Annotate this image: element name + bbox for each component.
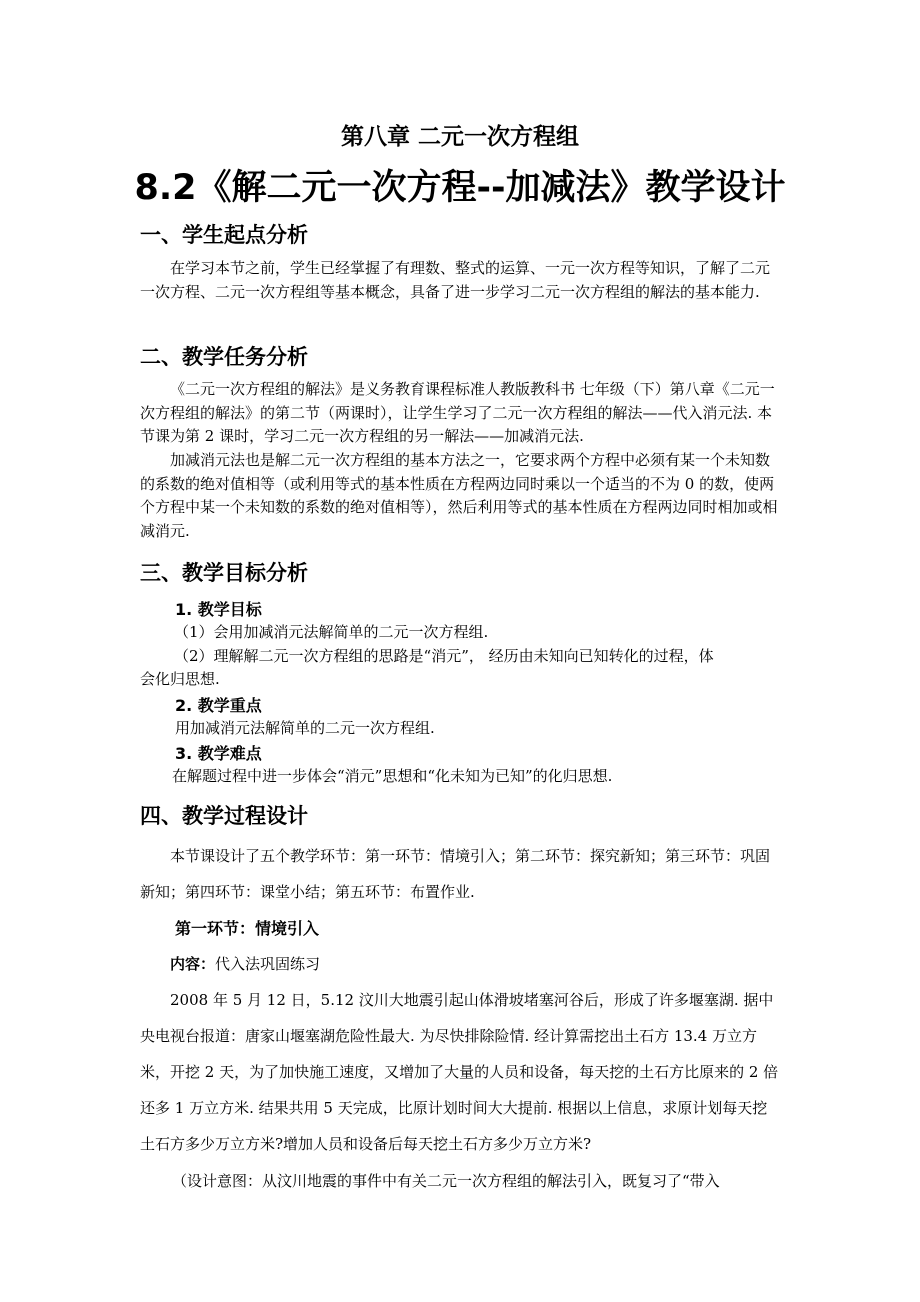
goal-item-2: （2）理解解二元一次方程组的思路是“消元”， 经历由未知向已知转化的过程，体 xyxy=(174,647,714,665)
difficulty-heading: 3. 教学难点 xyxy=(175,744,262,763)
goal-item-2-continued: 会化归思想. xyxy=(140,670,220,688)
goal-heading: 1. 教学目标 xyxy=(175,600,262,619)
problem-paragraph: 2008 年 5 月 12 日，5.12 汶川大地震引起山体滑坡堵塞河谷后，形成了许多堰塞湖. 据中央电视台报道：唐家山堰塞湖危险性最大. 为尽快排除险情. 经计算需挖出土石方 13.4 万立方米，开挖 2 天，为了加快施工速度，又增加了大量的人员和设备，每天挖的土石方比原来的 2 倍还多 1 万立方米. 结果共用 5 天完成，比原计划时间大大提前. 根据以上信息，求原计划每天挖土石方多少万立方米?增加人员和设备后每天挖土石方多少万立方米? xyxy=(140,991,779,1153)
document-title: 8.2《解二元一次方程--加减法》教学设计 xyxy=(134,168,786,208)
key-point-heading: 2. 教学重点 xyxy=(175,696,262,715)
section-4-heading: 四、教学过程设计 xyxy=(140,804,308,828)
section-2-heading: 二、教学任务分析 xyxy=(140,345,308,369)
goal-item-1: （1）会用加减消元法解简单的二元一次方程组. xyxy=(174,623,489,641)
key-point-text: 用加减消元法解简单的二元一次方程组. xyxy=(175,719,435,737)
chapter-title: 第八章 二元一次方程组 xyxy=(340,124,579,150)
section-4-intro: 本节课设计了五个教学环节：第一环节：情境引入；第二环节：探究新知；第三环节：巩固新知；第四环节：课堂小结；第五环节：布置作业. xyxy=(140,847,771,901)
design-intent-note: （设计意图：从汶川地震的事件中有关二元一次方程组的解法引入，既复习了“带入 xyxy=(172,1172,720,1190)
difficulty-text: 在解题过程中进一步体会“消元”思想和“化未知为已知”的化归思想. xyxy=(172,767,613,785)
section-3-heading: 三、教学目标分析 xyxy=(140,561,308,585)
section-2-paragraph-1: 《二元一次方程组的解法》是义务教育课程标准人教版教科书 七年级（下）第八章《二元一次方程组的解法》的第二节（两课时），让学生学习了二元一次方程组的解法——代入消元法. 本节课为第 2 课时，学习二元一次方程组的另一解法——加减消元法. xyxy=(140,380,775,445)
step-1-heading: 第一环节：情境引入 xyxy=(175,919,320,938)
section-1-paragraph: 在学习本节之前，学生已经掌握了有理数、整式的运算、一元一次方程等知识，了解了二元一次方程、二元一次方程组等基本概念，具备了进一步学习二元一次方程组的解法的基本能力. xyxy=(140,259,771,301)
content-text: 代入法巩固练习 xyxy=(215,955,321,973)
section-1-heading: 一、学生起点分析 xyxy=(140,223,308,247)
section-2-paragraph-2: 加减消元法也是解二元一次方程组的基本方法之一，它要求两个方程中必须有某一个未知数的系数的绝对值相等（或利用等式的基本性质在方程两边同时乘以一个适当的不为 0 的数，使两个方程中某一个未知数的系数的绝对值相等），然后利用等式的基本性质在方程两边同时相加或相减消元. xyxy=(140,451,778,540)
content-line xyxy=(170,953,320,974)
content-label: 内容： xyxy=(170,955,216,973)
